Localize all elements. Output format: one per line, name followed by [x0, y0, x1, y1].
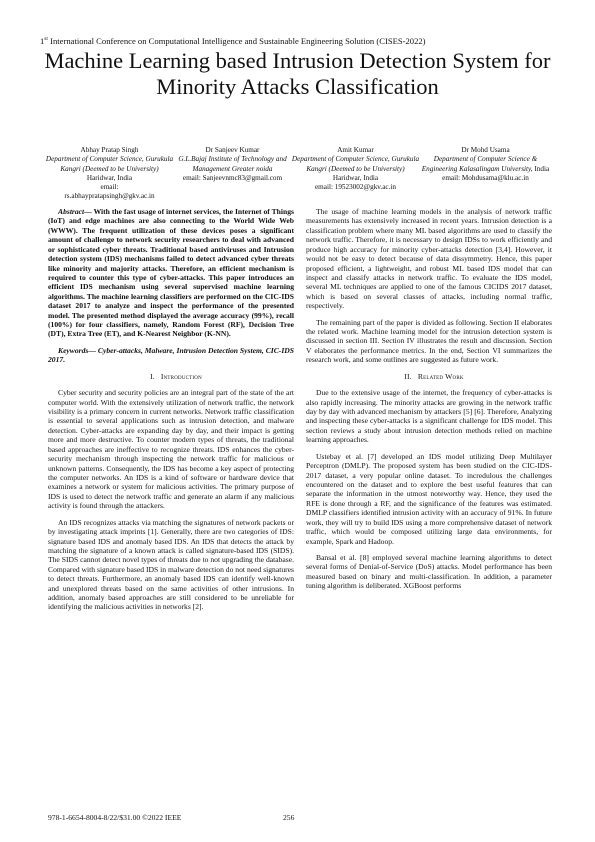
- author-block-2: [165, 146, 300, 183]
- left-column: [48, 207, 294, 619]
- conference-ordinal: st: [44, 36, 48, 42]
- keywords-text: Cyber-attacks, Malware, Intrusion Detection System, CIC-IDS 2017.: [48, 345, 294, 365]
- author-email: email: Sanjeevnmc83@gmail.com: [182, 173, 283, 182]
- body-paragraph: The remaining part of the paper is divided as following. Section II elaborates the related work. Machine learning model for the intrusion detection system is discussed in section III. Section IV illustrates the result and discussion. Section V elaborates the performance metrics. In the end, Section VI summarizes the research work, and some outlines are suggested as future work.: [306, 317, 552, 365]
- author-block-1: [42, 146, 177, 202]
- abstract-text: With the fast usage of internet services, the Internet of Things (IoT) and edge machines are also connecting to the World Wide Web (WWW). The frequent utilization of these devices poses a significant amount of challenge to network security researchers to deal with advanced or sophisticated cyber threats. Traditional based antiviruses and Intrusion detection system (IDS) mechanisms failed to detect advanced cyber threats like minority and majority attacks. Therefore, an efficient mechanism is required to counter this type of cyber-attacks. This paper introduces an efficient IDS mechanism using several supervised machine learning algorithms. The machine learning classifiers are performed on the CIC-IDS dataset 2017 to analyze and inspect the performance of the presented model. The presented method displayed the average accuracy (99%), recall (100%) for four classifiers, namely, Random Forest (RF), Decision Tree (DT), Extra Tree (ET), and K-Nearest Neighbor (K-NN).: [48, 207, 294, 339]
- body-paragraph: Bansal et al. [8] employed several machine learning algorithms to detect several forms of Denial-of-Service (DoS) attacks. Model performance has been measured based on binary and multi-classification. In addition, a parameter tuning algorithm is deliberated. XGBoost performs: [306, 552, 552, 591]
- author-affiliation: G.L.Bajaj Institute of Technology and Management Greater noida: [178, 155, 287, 173]
- author-affiliation: Department of Computer Science, Gurukula Kangri (Deemed to be University): [291, 155, 420, 173]
- body-paragraph: The usage of machine learning models in the analysis of network traffic measurements has extensively increased in recent years. Intrusion detection is a classification problem where many ML based algorithms are used to classify the network traffic. Therefore, it is necessary to design IDSs to work efficiently and produce high accuracy for minority cyber-attacks detection [3,4]. However, it would not be easy to detect because of data dissymmetry. Hence, this paper proposed efficient, a lightweight, and robust ML based IDS model that can inspect and classify attacks in network traffic. To evaluate the IDS model, several ML techniques are applied to one of the famous CICIDS 2017 dataset, which is based on several classes of attacks, including normal traffic, respectively.: [306, 207, 552, 311]
- section-heading-introduction: [48, 372, 294, 381]
- conference-name: International Conference on Computational Intelligence and Sustainable Engineering Solution (CISES-2022): [50, 36, 426, 46]
- section-title: Related Work: [417, 371, 464, 381]
- section-number: I.: [150, 371, 155, 381]
- copyright-footer: 978-1-6654-8004-8/22/$31.00 ©2022 IEEE: [48, 813, 182, 822]
- body-paragraph: An IDS recognizes attacks via matching the signatures of network packets or by investigating attack imprints [1]. Generally, there are two categories of IDS: signature based IDS and anomaly based IDS. An IDS that detects the attack by matching the signature of a known attack is called signature-based IDS (SIDS). The SIDS cannot detect novel types of threats due to not upgrading the database. Compared with signature based IDS in malware detection do not need signatures to detect threats. Furthermore, an anomaly based IDS can identify well-known and unexplored threats based on the same activities of other intrusions. In addition, anomaly based approaches are still considered to be unreliable for identifying the malicious activities in networks [2].: [48, 517, 294, 612]
- abstract-label: Abstract—: [58, 207, 92, 216]
- author-name: Dr Mohd Usama: [461, 146, 510, 154]
- author-name: Dr Sanjeev Kumar: [205, 146, 260, 154]
- page-number: 256: [283, 813, 295, 822]
- body-paragraph: Cyber security and security policies are an integral part of the state of the art computer world. With the extensively utilization of network traffic, the network visibility is a primary concern in current networks. Network traffic classification is essential to several applications such as intrusion detection, and malware detection. Cyber-attacks are expanding day by day, and their impact is getting more and more destructive. To counter modern types of threats, the traditional based approaches are ineffective to recognize threats. IDS enhances the cyber-security mechanism through inspecting the network traffic for malicious or unknown patterns. Consequently, the IDS has become a key aspect of protecting the computer networks. An IDS is a kind of software or hardware device that examines a network or system for malicious activities. The primary purpose of IDS is used to detect the network traffic and generate an alarm if any malicious activity is found through the attackers.: [48, 388, 294, 511]
- author-name: Abhay Pratap Singh: [80, 146, 139, 154]
- author-email-label: email:: [100, 183, 119, 192]
- conference-number: 1: [40, 36, 45, 46]
- section-number: II.: [404, 371, 412, 381]
- author-email: email: 19523002@gkv.ac.in: [314, 183, 396, 192]
- right-column: [306, 207, 552, 598]
- abstract: [48, 207, 294, 339]
- author-affiliation-text: Department of Computer Science & Engineering Kalasalingam University,: [421, 155, 538, 173]
- author-name: Amit Kumar: [337, 146, 374, 154]
- author-location: Haridwar, India: [332, 173, 379, 182]
- section-heading-related-work: [306, 372, 552, 381]
- body-paragraph: Due to the extensive usage of the internet, the frequency of cyber-attacks is also rapidly increasing. The minority attacks are growing in the network traffic day by day with advanced mechanism by attackers [5] [6]. Therefore, Analyzing and inspecting these cyber-attacks is a significant challenge for IDS model. This section reviews a study about intrusion detection methods relied on machine learning approaches.: [306, 388, 552, 445]
- conference-header: [40, 36, 560, 47]
- section-title: Introduction: [160, 371, 202, 381]
- author-email: rs.abhaypratapsingh@gkv.ac.in: [64, 192, 155, 201]
- paper-title: Machine Learning based Intrusion Detection System for Minority Attacks Classification: [44, 48, 551, 99]
- author-block-4: [418, 146, 553, 183]
- author-location: Haridwar, India: [86, 173, 133, 182]
- author-affiliation: [418, 155, 553, 174]
- author-affiliation: Department of Computer Science, Gurukula Kangri (Deemed to be University): [45, 155, 174, 173]
- keywords: [48, 346, 294, 365]
- body-paragraph: Ustebay et al. [7] developed an IDS model utilizing Deep Multilayer Perceptron (DMLP). The proposed system has been studied on the CIC-IDS-2017 dataset, a very popular online dataset. To incredulous the challenges encountered on the dataset and to explore the best useful features that can separate the information in the utmost noteworthy way. Hence, they used the RFE is done through a RF, and the significance of the features was estimated. DMLP classifiers identified intrusion activity with an accuracy of 91%. In future work, they will try to build IDS using a more comprehensive dataset of network traffic, which would be composed utilizing large data environments, for example, Spark and Hadoop.: [306, 451, 552, 546]
- author-country: India: [532, 164, 550, 173]
- author-email: email: Mohdusama@klu.ac.in: [442, 173, 529, 182]
- author-block-3: [288, 146, 423, 192]
- keywords-label: Keywords—: [58, 345, 96, 355]
